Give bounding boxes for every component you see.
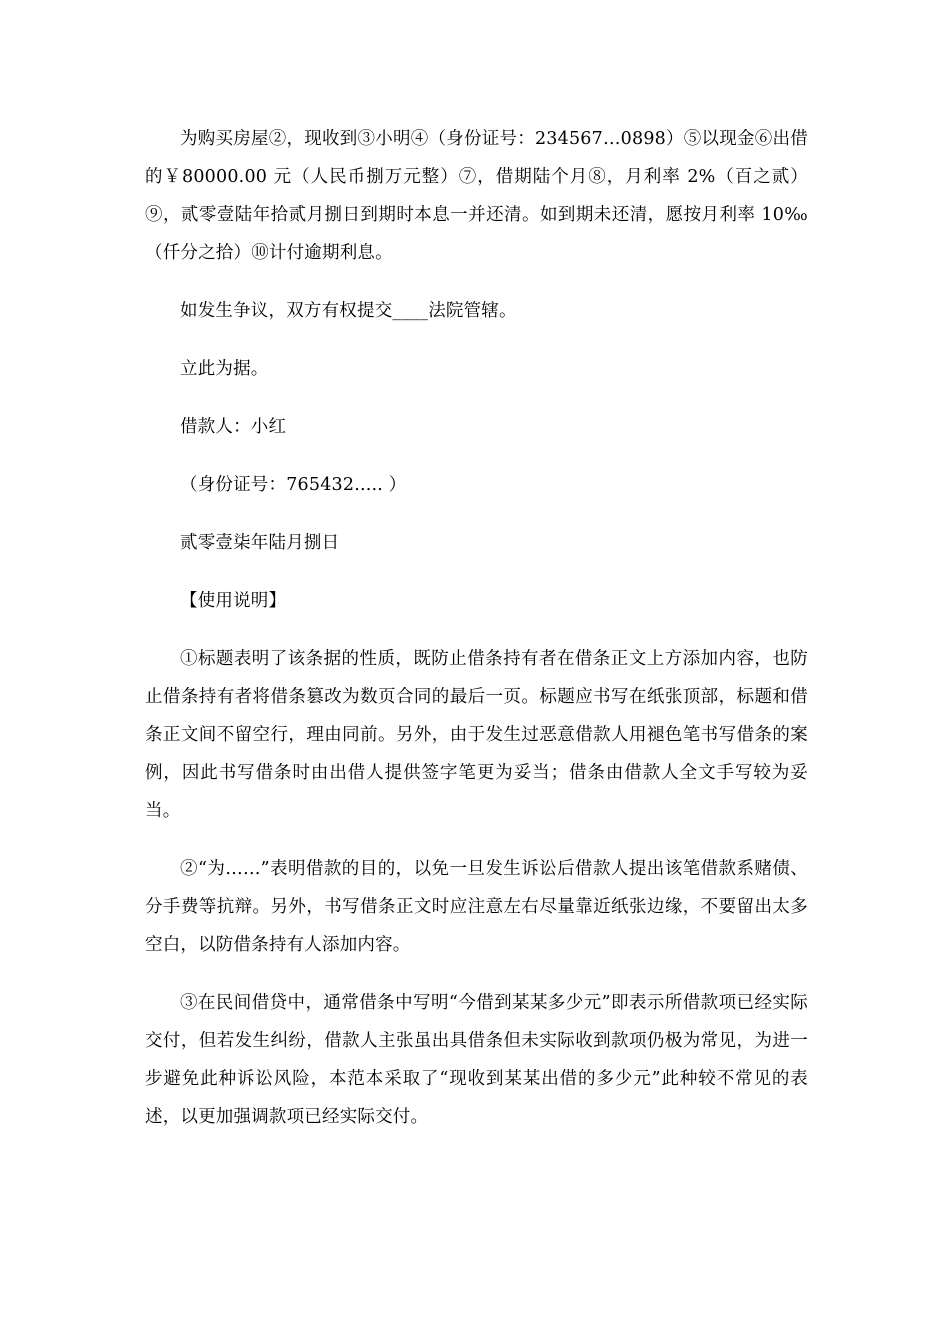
paragraph-note-3: ③在民间借贷中，通常借条中写明“今借到某某多少元”即表示所借款项已经实际交付，但若发生纠纷，借款人主张虽出具借条但未实际收到款项仍极为常见，为进一步避免此种诉讼风险，本范本采取了“现收到某某出借的多少元”此种较不常见的表述，以更加强调款项已经实际交付。 [145, 993, 808, 1127]
paragraph-closing: 立此为据。 [180, 359, 269, 379]
paragraph-note-1: ①标题表明了该条据的性质，既防止借条持有者在借条正文上方添加内容，也防止借条持有者将借条篡改为数页合同的最后一页。标题应书写在纸张顶部，标题和借条正文间不留空行，理由同前。另外，由于发生过恶意借款人用褪色笔书写借条的案例，因此书写借条时由出借人提供签字笔更为妥当；借条由借款人全文手写较为妥当。 [145, 649, 808, 821]
paragraph-note-2: ②“为……”表明借款的目的，以免一旦发生诉讼后借款人提出该笔借款系赌债、分手费等抗辩。另外，书写借条正文时应注意左右尽量靠近纸张边缘，不要留出太多空白，以防借条持有人添加内容。 [145, 859, 808, 955]
paragraph-borrower-id: （身份证号：765432..... ） [180, 475, 407, 495]
paragraph-loan-terms: 为购买房屋②，现收到③小明④（身份证号：234567…0898）⑤以现金⑥出借的￥80000.00 元（人民币捌万元整）⑦，借期陆个月⑧，月利率 2%（百之贰）⑨，贰零壹陆年拾贰月捌日到期时本息一并还清。如到期未还清，愿按月利率 10‰（仟分之拾）⑩计付逾期利息。 [145, 129, 808, 263]
paragraph-dispute-jurisdiction: 如发生争议，双方有权提交____法院管辖。 [180, 301, 517, 321]
paragraph-borrower-name: 借款人：小红 [180, 417, 287, 437]
section-heading-usage-notes: 【使用说明】 [180, 591, 287, 611]
document-body [145, 120, 808, 1136]
paragraph-date: 贰零壹柒年陆月捌日 [180, 533, 340, 553]
